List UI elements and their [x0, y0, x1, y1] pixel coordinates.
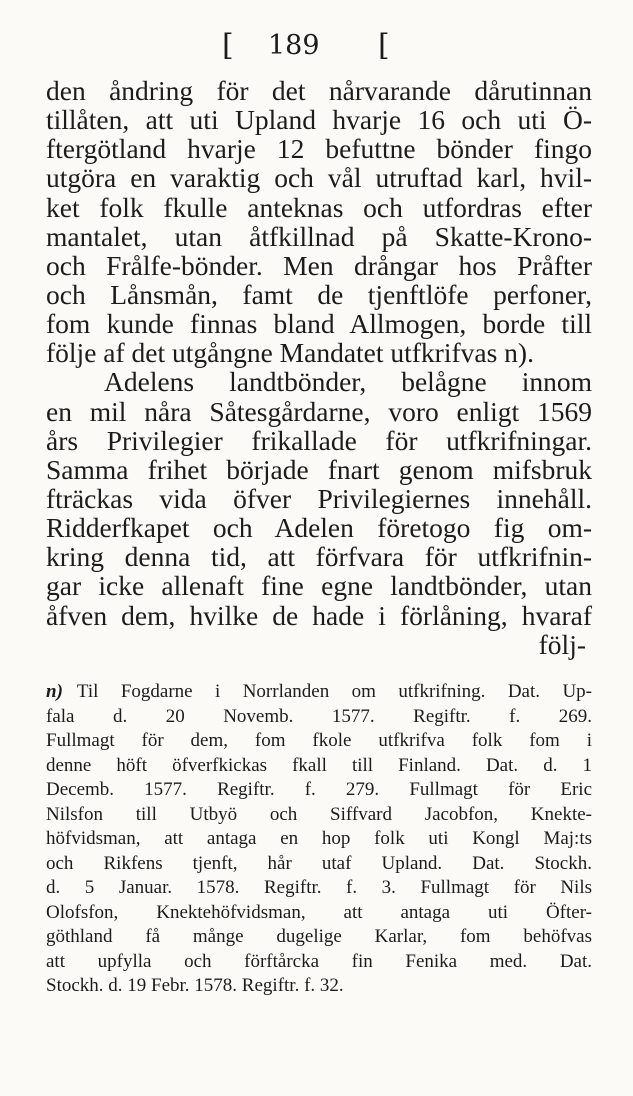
- body-line: och Lånsmån, famt de tjenftlöfe perfoner,: [46, 278, 592, 310]
- body-line: och Frålfe-bönder. Men drångar hos Pråfter: [46, 249, 592, 281]
- footnote-first-line-text: Til Fogdarne i Norrlanden om utfkrifning. Dat. Up-: [76, 681, 592, 702]
- catchword: följ-: [538, 628, 586, 660]
- footnote-marker: n): [46, 681, 63, 702]
- body-line: Ridderfkapet och Adelen företogo fig om-: [46, 512, 592, 544]
- footnote-line: höfvidsman, att antaga en hop folk uti Kongl Maj:ts: [46, 828, 592, 849]
- footnote-line: [46, 680, 592, 705]
- body-line: Samma frihet började fnart genom mifsbruk: [46, 453, 592, 485]
- footnote-line: d. 5 Januar. 1578. Regiftr. f. 3. Fullmagt för Nils: [46, 877, 592, 898]
- header-bracket-left: [: [222, 28, 234, 63]
- body-line: utgöra en varaktig och vål utruftad karl, hvil-: [46, 162, 592, 194]
- body-line: kring denna tid, att förfvara för utfkrifnin-: [46, 541, 592, 573]
- page-header: [0, 28, 633, 64]
- body-line: ket folk fkulle anteknas och utfordras efter: [46, 191, 592, 223]
- body-line: mantalet, utan åtfkillnad på Skatte-Krono-: [46, 220, 592, 252]
- body-line: en mil nåra Såtesgårdarne, voro enligt 1569: [46, 395, 592, 427]
- body-line: fträckas vida öfver Privilegiernes innehåll.: [46, 482, 592, 514]
- footnote: [46, 680, 592, 999]
- body-line: fom kunde finnas bland Allmogen, borde till: [46, 308, 592, 340]
- footnote-line: Fullmagt för dem, fom fkole utfkrifva folk fom i: [46, 730, 592, 751]
- body-line: gar icke allenaft fine egne landtbönder, utan: [46, 570, 592, 602]
- body-line: ftergötland hvarje 12 befuttne bönder fingo: [46, 133, 592, 165]
- body-line: års Privilegier frikallade för utfkrifningar.: [46, 424, 592, 456]
- body-line: åfven dem, hvilke de hade i förlåning, hvaraf: [46, 599, 592, 631]
- page-number: 189: [268, 30, 320, 61]
- footnote-line: att upfylla och förftårcka fin Fenika med. Dat.: [46, 950, 592, 972]
- footnote-line: Nilsfon till Utbyö och Siffvard Jacobfon, Knekte-: [46, 803, 592, 825]
- footnote-line: göthland få månge dugelige Karlar, fom behöfvas: [46, 926, 592, 947]
- paragraph-start-line: Adelens landtbönder, belågne innom: [104, 366, 592, 398]
- body-line: den åndring för det nårvarande dårutinnan: [46, 75, 592, 106]
- footnote-line: denne höft öfverfkickas fkall till Finland. Dat. d. 1: [46, 754, 592, 776]
- footnote-line: Decemb. 1577. Regiftr. f. 279. Fullmagt för Eric: [46, 779, 592, 800]
- body-line: följe af det utgångne Mandatet utfkrifvas n).: [46, 337, 534, 369]
- body-line: tillåten, att uti Upland hvarje 16 och uti Ö-: [46, 104, 592, 136]
- footnote-line: och Rikfens tjenft, hår utaf Upland. Dat. Stockh.: [46, 852, 592, 874]
- header-bracket-right: [: [378, 28, 390, 63]
- body-text: [46, 76, 592, 659]
- footnote-line: Stockh. d. 19 Febr. 1578. Regiftr. f. 32.: [46, 975, 344, 996]
- footnote-line: fala d. 20 Novemb. 1577. Regiftr. f. 269.: [46, 705, 592, 727]
- footnote-line: Olofsfon, Knektehöfvidsman, att antaga uti Öfter-: [46, 901, 592, 923]
